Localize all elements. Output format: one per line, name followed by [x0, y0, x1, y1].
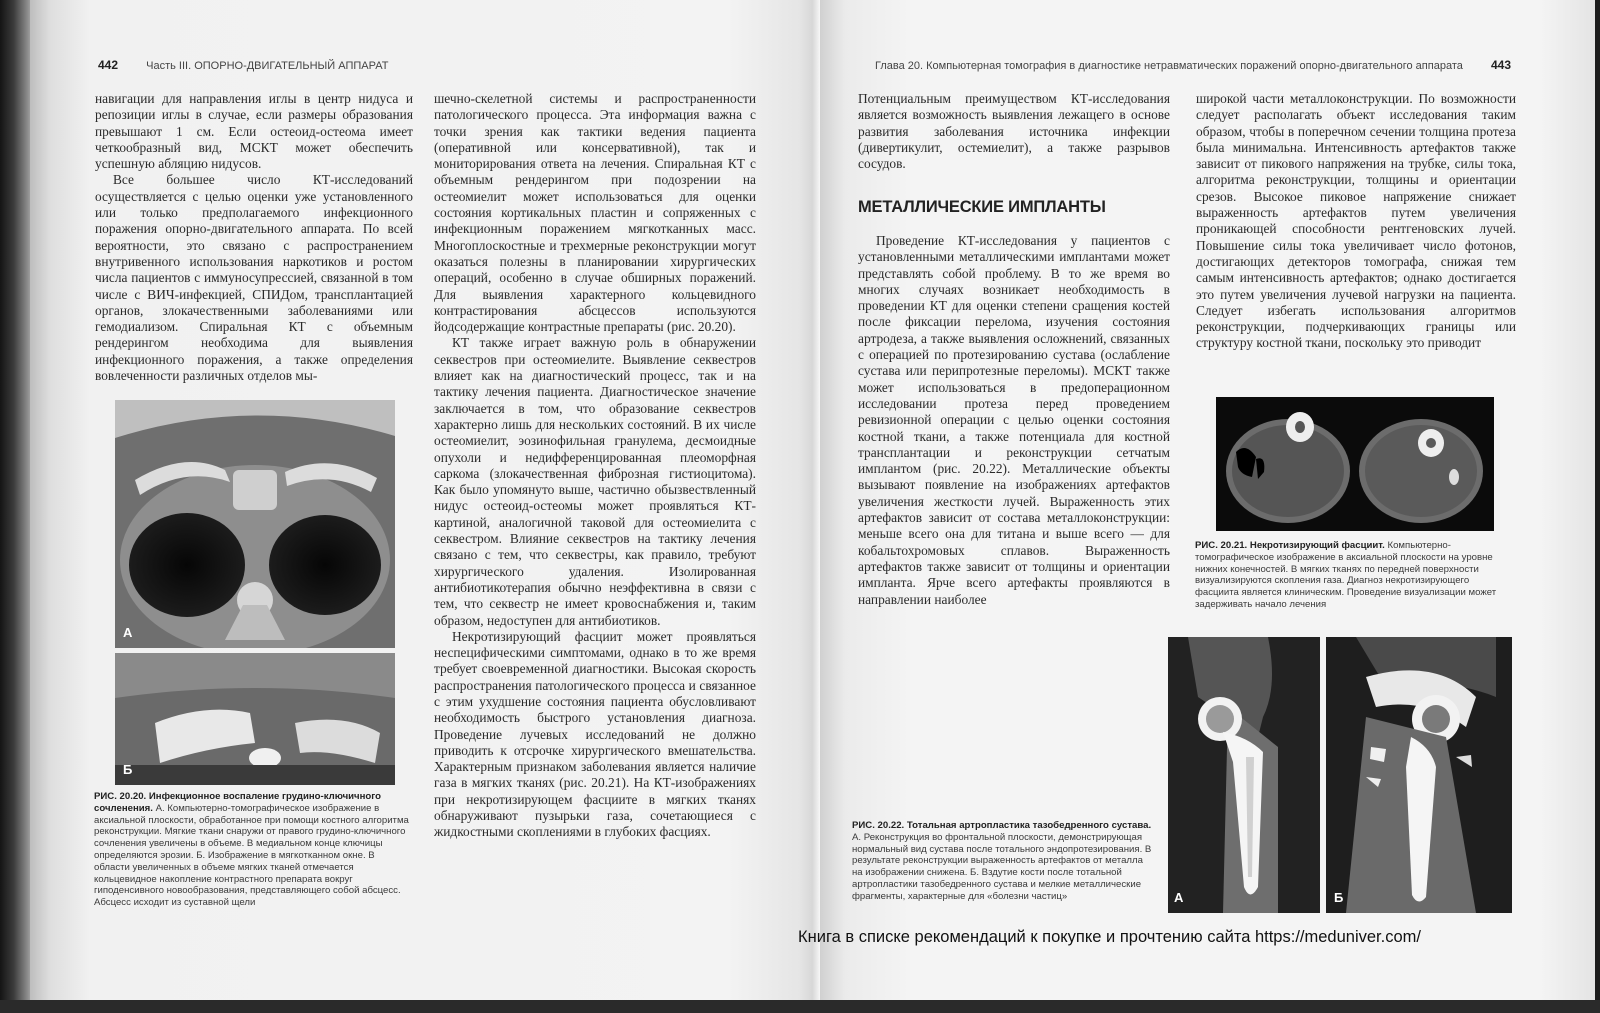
paragraph: шечно-скелетной системы и распространенности патологического процесса. Эта информация важна с точки зрения как тактики ведения пациента (оперативной или консервативной), так и мониторирования ответа на лечения. Спиральная КТ с объемным рендерингом при подозрении на остеомиелит может использоваться для оценки состояния кортикальных пластин и сопряженных с инфекционным поражением мягкотканных масс. Многоплоскостные и трехмерные реконструкции могут оказаться полезны в планировании хирургических операций, особенно в случае обширных поражений. Для выявления характерного кольцевидного контрастирования абсцессов используются йодсодержащие контрастные препараты (рис. 20.20). — [434, 91, 756, 335]
figure-20-22-b-ct-image — [1326, 637, 1512, 913]
right-running-head: Глава 20. Компьютерная томография в диагностике нетравматических поражений опорно-двигательного аппарата — [875, 60, 1463, 72]
paragraph: Некротизирующий фасциит может проявляться неспецифическими симптомами, однако в то же время требует своевременной диагностики. Высокая скорость распространения патологического процесса и связанное с этим ухудшение состояния пациента обусловливают необходимость быстрого установления диагноза. Проведение лучевых исследований не должно приводить к отсрочке хирургического вмешательства. Характерным признаком заболевания является наличие газа в мягких тканях (рис. 20.21). На КТ-изображениях при некротизирующем фасциите в мягких тканях обнаруживают пузырьки газа, сочетающиеся с жидкостными скоплениями в глубоких фасциях. — [434, 628, 756, 840]
caption-text: А. Реконструкция во фронтальной плоскости, демонстрирующая нормальный вид сустава после тотального эндопротезирования. В результате реконструкции выраженность артефактов от металла на изображении снижена. Б. Вздутие кости после тотальной артропластики тазобедренного сустава и мелкие металлические фрагменты, характерные для «болезни частиц» — [852, 831, 1152, 902]
left-running-header — [98, 58, 388, 72]
book-edge-bottom — [0, 1000, 1600, 1013]
caption-text: Компьютерно-томографическое изображение в аксиальной плоскости на уровне нижних конечностей. В мягких тканях по передней поверхности визуализируются скопления газа. Диагноз некротизирующего фасциита является клиническим. Проведение визуализации может задерживать начало лечения — [1195, 540, 1497, 610]
paragraph: навигации для направления иглы в центр нидуса и репозиции иглы в случае, если размеры образования превышают 1 см. Если остеоид-остеома имеет четкообразный вид, МСКТ может обеспечить успешную абляцию нидусов. — [95, 91, 413, 172]
right-page — [820, 0, 1595, 1013]
caption-title: РИС. 20.22. Тотальная артропластика тазобедренного сустава. — [852, 820, 1152, 831]
figure-20-20-caption — [94, 791, 412, 909]
left-page — [30, 0, 820, 1013]
figure-label-b: Б — [123, 762, 133, 777]
figure-20-22-caption — [852, 820, 1154, 903]
right-running-header — [875, 58, 1511, 72]
left-page-number: 442 — [98, 58, 119, 72]
paragraph: Все большее число КТ-исследований осуществляется с целью оценки уже установленного или только предполагаемого инфекционного поражения опорно-двигательного аппарата. По всей вероятности, это связано с распространением внутривенного использования наркотиков и ростом числа пациентов с иммуносупрессией, связанной в том числе с ВИЧ-инфекцией, СПИДом, трансплантацией органов, злокачественными заболеваниями или гемодиализом. Спиральная КТ с объемным рендерингом необходима для выявления инфекционного поражения, а также определения вовлеченности различных отделов мы- — [95, 172, 413, 384]
figure-20-21-caption — [1195, 540, 1515, 611]
paragraph: КТ также играет важную роль в обнаружении секвестров при остеомиелите. Выявление секвестров влияет как на диагностический процесс, так и на тактику лечения пациента. Диагностическое значение заключается в том, что образование секвестров характерно лишь для нескольких состояний. В их числе остеомиелит, эозинофильная гранулема, десмоидные опухоли и недифференцированная плеоморфная саркома (злокачественная фиброзная гистиоцитома). Как было упомянуто выше, частично обызвествленный нидус остеоид-остеомы может проявляться КТ-картиной, аналогичной таковой для остеомиелита с секвестром. Влияние секвестров на тактику лечения связано с тем, что секвестры, как правило, требуют хирургического удаления. Изолированная антибиотикотерапия обычно неэффективна в связи с тем, что секвестр не имеет кровоснабжения и, таким образом, недоступен для антибиотиков. — [434, 335, 756, 628]
figure-20-20-a-ct-image — [115, 400, 395, 648]
paragraph: широкой части металлоконструкции. По возможности следует располагать объект исследования таким образом, чтобы в поперечном сечении толщина протеза была минимальна. Интенсивность артефактов также зависит от пикового напряжения на трубке, силы тока, алгоритма реконструкции, толщины и ориентации срезов. Высокое пиковое напряжение снижает выраженность артефактов путем увеличения проникающей способности рентгеновских лучей. Повышение силы тока увеличивает число фотонов, достигающих детекторов томографа, снижая тем самым интенсивность артефактов; однако достигается это путем увеличения лучевой нагрузки на пациента. Следует избегать использования алгоритмов реконструкции, подчеркивающих границы или структуру костной ткани, поскольку это приводит — [1196, 91, 1516, 351]
footer-watermark-note: Книга в списке рекомендаций к покупке и прочтению сайта https://meduniver.com/ — [798, 928, 1421, 946]
caption-title: РИС. 20.20. Инфекционное воспаление грудино-ключичного сочленения. — [94, 791, 381, 814]
caption-title: РИС. 20.21. Некротизирующий фасциит. — [1195, 540, 1385, 551]
section-heading: МЕТАЛЛИЧЕСКИЕ ИМПЛАНТЫ — [858, 198, 1106, 216]
figure-label-a: А — [1174, 890, 1184, 905]
right-column-1 — [858, 233, 1170, 608]
right-column-2 — [1196, 91, 1516, 352]
paragraph: Проведение КТ-исследования у пациентов с установленными металлическими имплантами может представлять собой проблему. В то же время во многих случаях возникает необходимость в проведении КТ для оценки степени сращения костей после фиксации перелома, изучения состояния артродеза, а также выявления осложнений, связанных с операцией по протезированию сустава (ослабление сустава или перипротезные переломы). МСКТ также может использоваться в предоперационном исследовании протеза перед проведением ревизионной операции с целью оценки состояния костной ткани, а также потенциала для костной трансплантации и реконструкции сетчатым имплантом (рис. 20.22). Металлические объекты вызывают появление на изображениях артефактов увеличения жесткости лучей. Выраженность этих артефактов зависит от состава металлоконструкции: меньше всего она для титана и выше всего — для кобальтохромовых сплавов. Выраженность артефактов также зависит от толщины и ориентации импланта. Ярче всего артефакты проявляются в направлении наиболее — [858, 233, 1170, 607]
figure-20-22-a-ct-image — [1168, 637, 1320, 913]
figure-label-a: А — [123, 625, 133, 640]
caption-text: А. Компьютерно-томографическое изображение в аксиальной плоскости, обработанное при помощи костного алгоритма реконструкции. Мягкие ткани снаружи от правого грудино-ключичного сочленения увеличены в объеме. В медиальном конце ключицы определяются эрозии. Б. Изображение в мягкотканном окне. В области увеличенных в объеме мягких тканей отмечается кольцевидное накопление контрастного препарата вокруг гиподенсивного новообразования, представляющего собой абсцесс. Абсцесс исходит из суставной щели — [94, 802, 409, 909]
right-page-number: 443 — [1490, 58, 1512, 72]
right-column-1-top — [858, 91, 1170, 172]
figure-20-20-b-ct-image — [115, 653, 395, 785]
book-edge-left — [0, 0, 34, 1013]
figure-label-b: Б — [1334, 890, 1344, 905]
paragraph: Потенциальным преимуществом КТ-исследования является возможность выявления лежащего в основе развития заболевания источника инфекции (дивертикулит, остемиелит), а также разрывов сосудов. — [858, 91, 1170, 172]
figure-20-21-ct-image — [1216, 397, 1494, 531]
left-column-1 — [95, 91, 413, 384]
left-column-2 — [434, 91, 756, 841]
left-running-head: Часть III. ОПОРНО-ДВИГАТЕЛЬНЫЙ АППАРАТ — [146, 60, 389, 72]
